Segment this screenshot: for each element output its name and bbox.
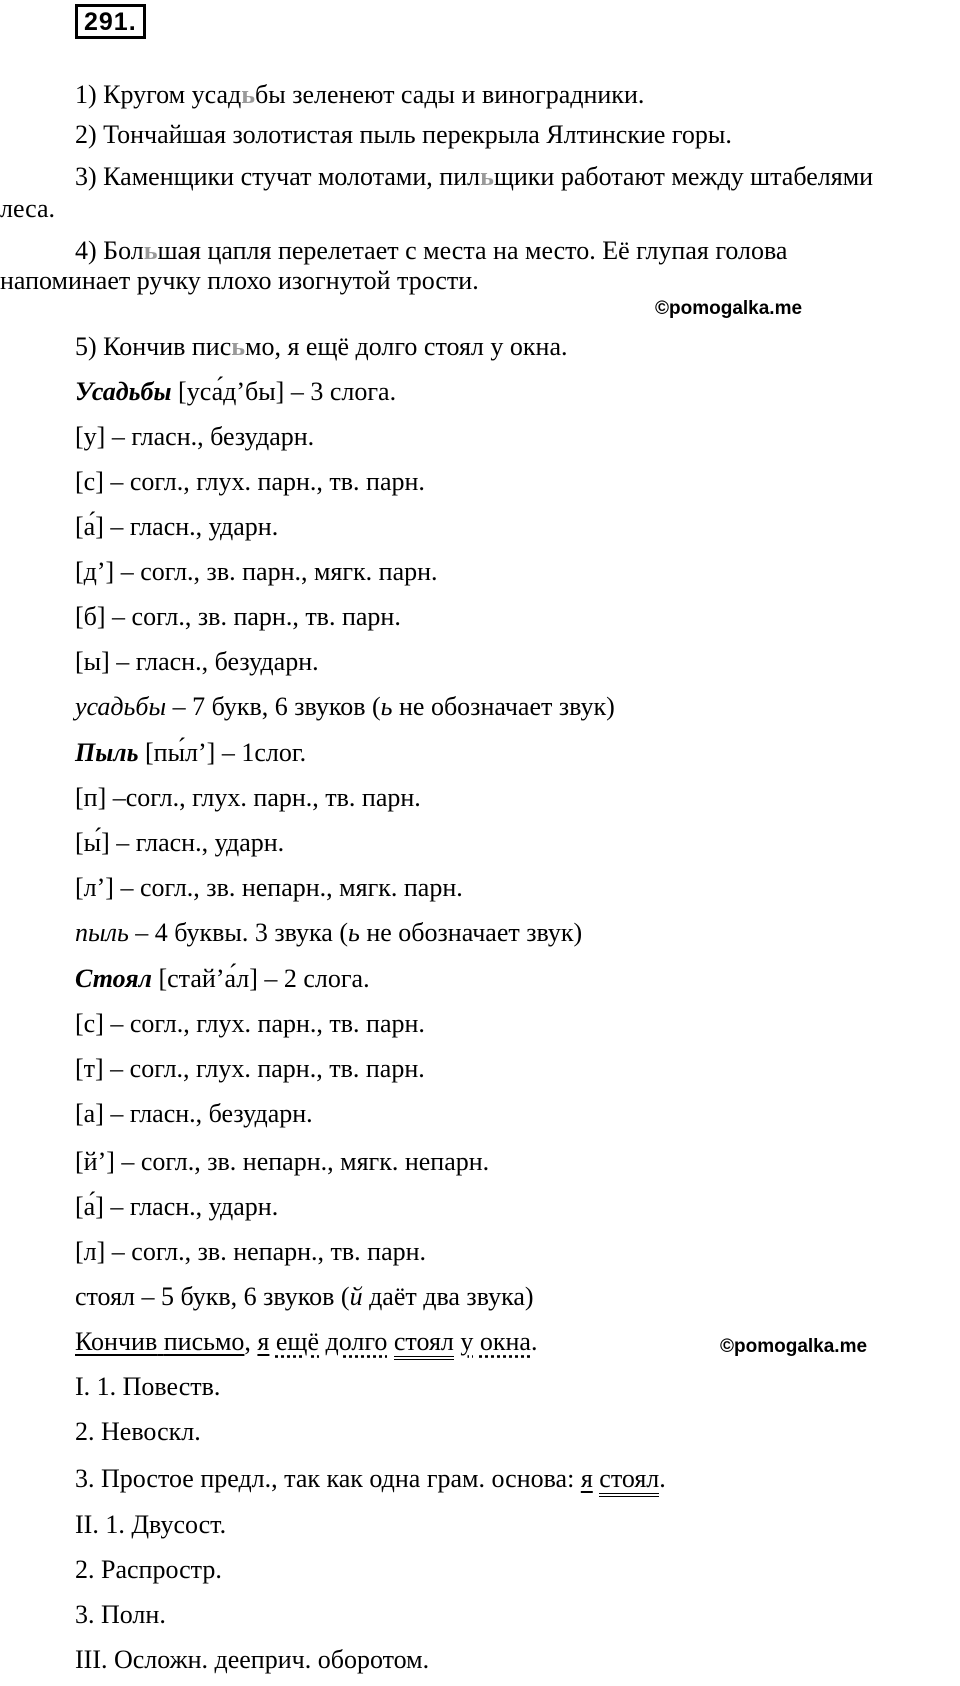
sentence-3: 3) Каменщики стучат молотами, пильщики работают между штабелями — [75, 162, 874, 191]
sentence-2: 2) Тончайшая золотистая пыль перекрыла Ялтинские горы. — [75, 120, 732, 149]
sound-line: [с] – согл., глух. парн., тв. парн. — [75, 1009, 425, 1038]
watermark-1: ©pomogalka.me — [655, 298, 803, 319]
predicate: стоял — [394, 1327, 454, 1360]
sound-line: [с] – согл., глух. парн., тв. парн. — [75, 467, 425, 496]
sound-line: [ы] – гласн., безударн. — [75, 647, 319, 676]
sound-line: [й’] – согл., зв. непарн., мягк. непарн. — [75, 1147, 490, 1176]
parsed-sentence: Кончив письмо, я ещё долго стоял у окна. — [75, 1326, 537, 1358]
parse-line-basis: 3. Простое предл., так как одна грам. основа: я стоял. — [75, 1463, 666, 1495]
sentence-5: 5) Кончив письмо, я ещё долго стоял у окна. — [75, 332, 568, 361]
sound-line: [б] – согл., зв. парн., тв. парн. — [75, 602, 401, 631]
adverbial-phrase: Кончив письмо — [75, 1327, 245, 1356]
sound-line: [т] – согл., глух. парн., тв. парн. — [75, 1054, 425, 1083]
parse-line: I. 1. Повеств. — [75, 1372, 221, 1401]
exercise-number: 291. — [75, 4, 146, 39]
sentence-4: 4) Большая цапля перелетает с места на место. Её глупая голова — [75, 236, 788, 265]
sound-line: [л] – согл., зв. непарн., тв. парн. — [75, 1237, 427, 1266]
sentence-3-cont: леса. — [0, 194, 56, 223]
word-usadby-summary: усадьбы – 7 букв, 6 звуков (ь не обозначает звук) — [75, 692, 615, 721]
watermark-2: ©pomogalka.me — [720, 1336, 868, 1357]
sound-line: [а́] – гласн., ударн. — [75, 1192, 279, 1221]
subject: я — [257, 1327, 270, 1356]
sentence-4-cont: напоминает ручку плохо изогнутой трости. — [0, 266, 479, 295]
sound-line: [л’] – согл., зв. непарн., мягк. парн. — [75, 873, 463, 902]
word-usadby-heading: Усадьбы [уса́д’бы] – 3 слога. — [75, 377, 397, 406]
sound-line: [д’] – согл., зв. парн., мягк. парн. — [75, 557, 438, 586]
sound-line: [у] – гласн., безударн. — [75, 422, 315, 451]
word-stoyal-summary: стоял – 5 букв, 6 звуков (й даёт два звука) — [75, 1282, 534, 1311]
parse-line: 3. Полн. — [75, 1600, 166, 1629]
word-pyl-summary: пыль – 4 буквы. 3 звука (ь не обозначает звук) — [75, 918, 583, 947]
parse-line: 2. Невоскл. — [75, 1417, 201, 1446]
sound-line: [а́] – гласн., ударн. — [75, 512, 279, 541]
sound-line: [а] – гласн., безударн. — [75, 1099, 313, 1128]
parse-line: 2. Распростр. — [75, 1555, 222, 1584]
word-stoyal-heading: Стоял [стай’а́л] – 2 слога. — [75, 964, 370, 993]
sentence-1: 1) Кругом усадьбы зеленеют сады и виноградники. — [75, 80, 645, 109]
sound-line: [п] –согл., глух. парн., тв. парн. — [75, 783, 421, 812]
parse-line: III. Осложн. дееприч. оборотом. — [75, 1645, 430, 1674]
parse-line: II. 1. Двусост. — [75, 1510, 227, 1539]
word-pyl-heading: Пыль [пы́л’] – 1слог. — [75, 738, 307, 767]
sound-line: [ы́] – гласн., ударн. — [75, 828, 285, 857]
